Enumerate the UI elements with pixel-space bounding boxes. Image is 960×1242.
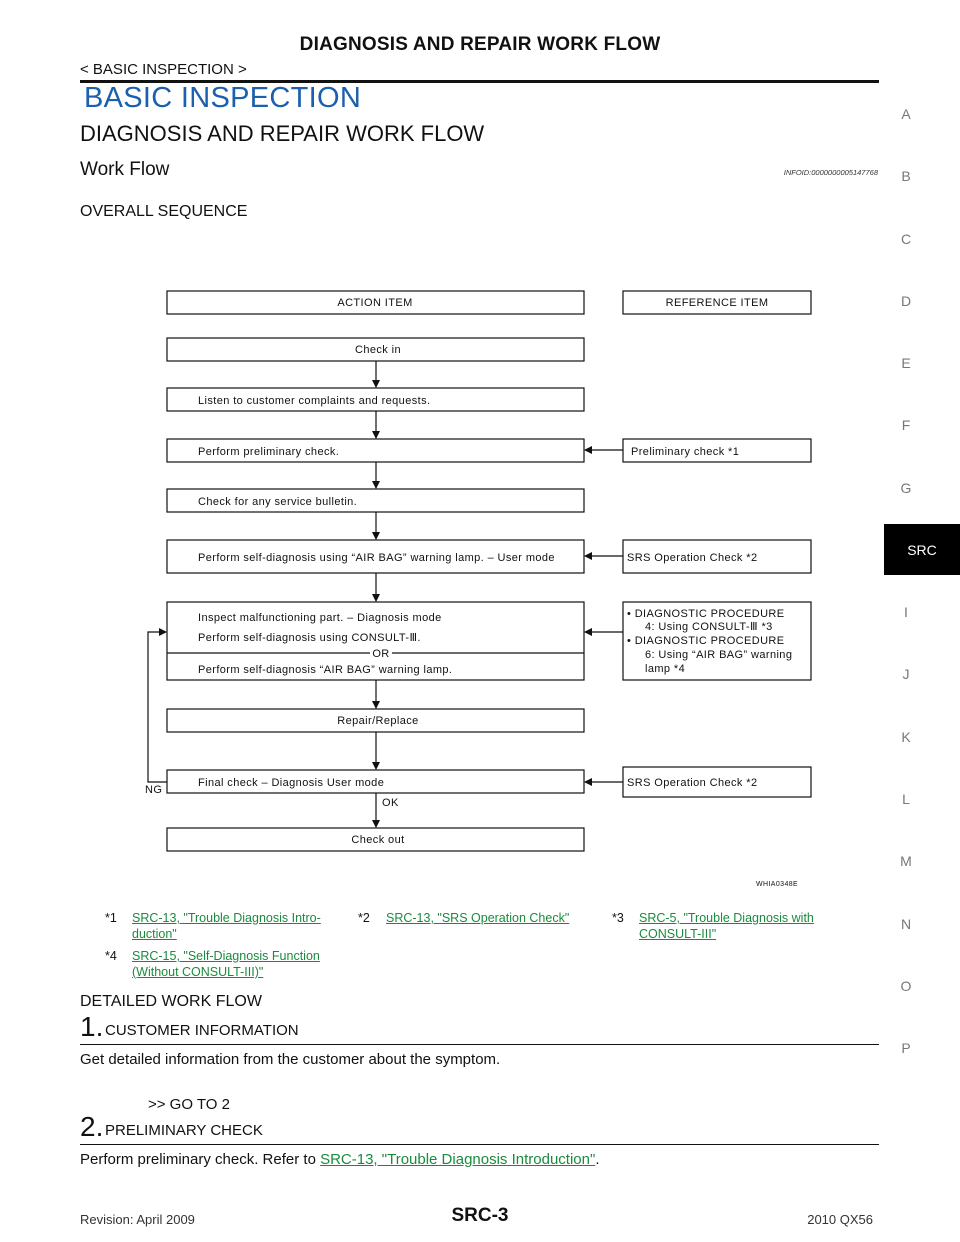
side-index-letter[interactable]: G <box>900 480 912 496</box>
footer-model: 2010 QX56 <box>807 1212 873 1227</box>
side-index-letter[interactable]: F <box>901 417 911 433</box>
step-number: 2. <box>80 1111 104 1142</box>
footnote-link[interactable]: duction" <box>132 927 177 941</box>
step-check-in: Check in <box>355 344 401 356</box>
step-self-diagnosis-lamp: Perform self-diagnosis using “AIR BAG” warning lamp. – User mode <box>198 552 555 564</box>
reference-link[interactable]: SRC-13, "Trouble Diagnosis Introduction" <box>320 1151 596 1168</box>
overall-sequence-heading: OVERALL SEQUENCE <box>80 203 248 220</box>
side-index-letter[interactable]: N <box>900 916 912 932</box>
side-index-letter[interactable]: C <box>900 231 912 247</box>
step-body-suffix: . <box>595 1151 600 1168</box>
step-bulletin: Check for any service bulletin. <box>198 496 358 508</box>
footnote-key: *4 <box>105 949 117 963</box>
side-index-letter[interactable]: E <box>901 355 911 371</box>
go-to-link[interactable]: >> GO TO 2 <box>148 1096 230 1113</box>
footnote-link[interactable]: CONSULT-III" <box>639 927 717 941</box>
side-index-letter[interactable]: L <box>902 791 910 807</box>
side-index-letter[interactable]: P <box>901 1040 911 1056</box>
step-title: PRELIMINARY CHECK <box>105 1122 263 1139</box>
action-item-header: ACTION ITEM <box>337 297 413 309</box>
step-repair: Repair/Replace <box>337 715 419 727</box>
step-inspect-line2: Perform self-diagnosis using CONSULT-Ⅲ. <box>198 632 421 644</box>
footnote-link[interactable]: SRC-13, "Trouble Diagnosis Intro- <box>132 911 321 925</box>
ref-diag-line2: 4: Using CONSULT-Ⅲ *3 <box>645 621 773 633</box>
side-index-letter[interactable]: M <box>900 853 912 869</box>
step-title: CUSTOMER INFORMATION <box>105 1022 299 1039</box>
step-inspect-line1: Inspect malfunctioning part. – Diagnosis mode <box>198 612 442 624</box>
ref-diag-line4: 6: Using “AIR BAG” warning <box>645 649 793 661</box>
step-preliminary: Perform preliminary check. <box>198 446 340 458</box>
step-body <box>80 1151 599 1168</box>
step-check-out: Check out <box>351 834 405 846</box>
ref-diag-line5: lamp *4 <box>645 663 686 675</box>
figure-id: WHIA0348E <box>756 881 799 888</box>
page-header-title: DIAGNOSIS AND REPAIR WORK FLOW <box>299 34 661 55</box>
reference-item-header: REFERENCE ITEM <box>665 297 769 309</box>
step-inspect-line3: Perform self-diagnosis “AIR BAG” warning lamp. <box>198 664 453 676</box>
footnote-key: *2 <box>358 911 370 925</box>
step-final-check: Final check – Diagnosis User mode <box>198 777 385 789</box>
footer-revision: Revision: April 2009 <box>80 1212 195 1227</box>
side-index-letter[interactable]: B <box>901 168 911 184</box>
step-rule <box>80 1044 879 1045</box>
ref-srs-check: SRS Operation Check *2 <box>627 552 758 564</box>
topic-heading: DIAGNOSIS AND REPAIR WORK FLOW <box>80 121 485 146</box>
section-breadcrumb: < BASIC INSPECTION > <box>80 61 247 78</box>
detailed-work-flow-heading: DETAILED WORK FLOW <box>80 993 262 1010</box>
info-id: INFOID:0000000005147768 <box>783 168 878 177</box>
ref-preliminary: Preliminary check *1 <box>631 446 740 458</box>
footnote-key: *3 <box>612 911 624 925</box>
side-index-letter[interactable]: D <box>900 293 912 309</box>
step-body-text: Perform preliminary check. Refer to <box>80 1151 321 1168</box>
footnote-key: *1 <box>105 911 117 925</box>
ref-diag-line1: • DIAGNOSTIC PROCEDURE <box>627 608 785 620</box>
side-index-letter[interactable]: K <box>901 729 911 745</box>
side-index-letter[interactable]: J <box>902 666 910 682</box>
footnote-link[interactable]: (Without CONSULT-III)" <box>132 965 264 979</box>
section-heading: BASIC INSPECTION <box>84 82 362 114</box>
step-inspect-or: OR <box>372 648 390 660</box>
ng-loop-arrow <box>148 632 167 782</box>
side-index-letter[interactable]: I <box>904 604 908 620</box>
step-listen: Listen to customer complaints and requests. <box>198 395 431 407</box>
ref-diag-line3: • DIAGNOSTIC PROCEDURE <box>627 635 785 647</box>
step-body: Get detailed information from the customer about the symptom. <box>80 1051 501 1068</box>
ref-srs-check-final: SRS Operation Check *2 <box>627 777 758 789</box>
footnote-link[interactable]: SRC-13, "SRS Operation Check" <box>386 911 570 925</box>
subtopic-heading: Work Flow <box>80 159 170 180</box>
side-index-letter[interactable]: A <box>901 106 911 122</box>
footer-page-number: SRC-3 <box>451 1205 509 1226</box>
footnote-link[interactable]: SRC-15, "Self-Diagnosis Function <box>132 949 320 963</box>
side-index-active-tab[interactable]: SRC <box>884 524 960 575</box>
side-index-letter[interactable]: O <box>900 978 912 994</box>
ok-label: OK <box>382 797 399 809</box>
footnote-link[interactable]: SRC-5, "Trouble Diagnosis with <box>639 911 814 925</box>
ng-label: NG <box>145 784 163 796</box>
step-rule <box>80 1144 879 1145</box>
step-number: 1. <box>80 1011 104 1042</box>
